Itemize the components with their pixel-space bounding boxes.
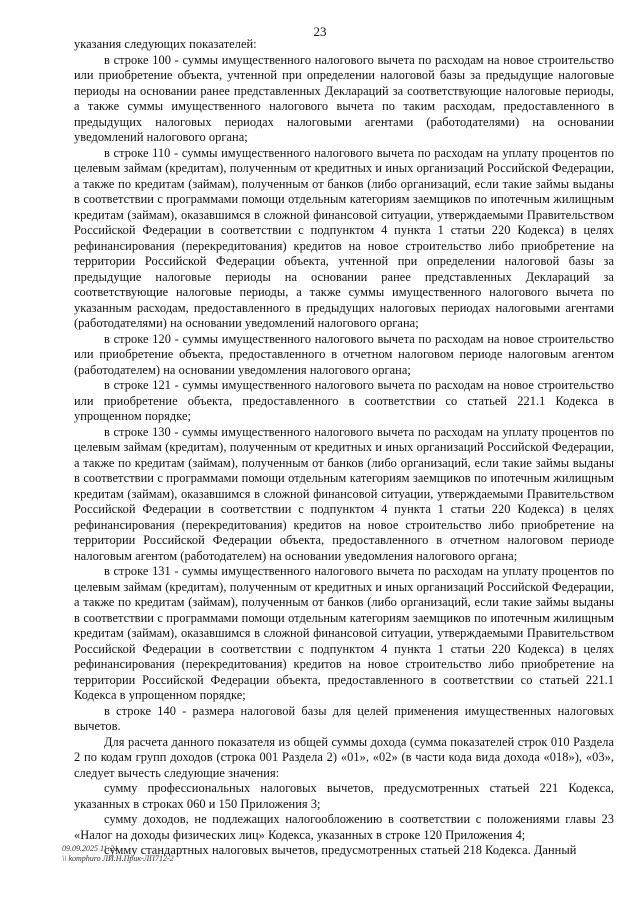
- paragraph-line-131: в строке 131 - суммы имущественного налогового вычета по расходам на уплату процентов по целевым займам (кредитам), полученным от кредитных и иных организаций Российской Федерации, а также по кредитам (займам), полученным от банков (либо организаций, если такие займы выданы в соответствии с программами помощи отдельным категориям заемщиков по ипотечным жилищным кредитам (займам), оказавшимся в сложной финансовой ситуации, утверждаемыми Правительством Российской Федерации в соответствии с подпунктом 4 пункта 1 статьи 220 Кодекса) в целях рефинансирования (перекредитования) кредитов на новое строительство либо приобретение на территории Российской Федерации объекта, предоставленного в соответствии со статьей 221.1 Кодекса в упрощенном порядке;: [74, 564, 614, 702]
- paragraph-line-120: в строке 120 - суммы имущественного налогового вычета по расходам на новое строительство или приобретение объекта, предоставленного в отчетном налоговом периоде налоговым агентом (работодателем) на основании уведомления налогового органа;: [74, 331, 614, 377]
- print-timestamp: 09.09.2025 11:21: [62, 844, 119, 853]
- paragraph-intro: указания следующих показателей:: [74, 37, 257, 51]
- paragraph-professional-deductions: сумму профессиональных налоговых вычетов, предусмотренных статьей 221 Кодекса, указанных в строках 060 и 150 Приложения 3;: [74, 781, 614, 811]
- paragraph-standard-deductions: сумму стандартных налоговых вычетов, предусмотренных статьей 218 Кодекса. Данный: [104, 843, 577, 857]
- paragraph-exempt-income: сумму доходов, не подлежащих налогообложению в соответствии с положениями главы 23 «Налог на доходы физических лиц» Кодекса, указанных в строке 120 Приложения 4;: [74, 812, 614, 842]
- paragraph-calculation: Для расчета данного показателя из общей суммы дохода (сумма показателей строк 010 Раздела 2 по кодам групп доходов (строка 001 Раздела 2) «01», «02» (в части кода вида дохода «018»), «03», следует вычесть следующие значения:: [74, 734, 614, 780]
- paragraph-line-140: в строке 140 - размера налоговой базы для целей применения имущественных налоговых вычетов.: [74, 703, 614, 733]
- paragraph-line-110: в строке 110 - суммы имущественного налогового вычета по расходам на уплату процентов по целевым займам (кредитам), полученным от кредитных и иных организаций Российской Федерации, а также по кредитам (займам), полученным от банков (либо организаций, если такие займы выданы в соответствии с программами помощи отдельным категориям заемщиков по ипотечным жилищным кредитам (займам), оказавшимся в сложной финансовой ситуации, утверждаемыми Правительством Российской Федерации в соответствии с подпунктом 4 пункта 1 статьи 220 Кодекса) в целях рефинансирования (перекредитования) кредитов на новое строительство либо приобретение на территории Российской Федерации объекта, учтенной при определении налоговой базы за предыдущие налоговые периоды на основании ранее представленных Деклараций за соответствующие налоговые периоды, а также суммы имущественного налогового вычета по указанным расходам, предоставленного в предыдущих налоговых периодах налоговыми агентами (работодателями) на основании уведомлений налогового органа;: [74, 145, 614, 330]
- paragraph-line-121: в строке 121 - суммы имущественного налогового вычета по расходам на новое строительство или приобретение объекта, предоставленного в соответствии со статьей 221.1 Кодекса в упрощенном порядке;: [74, 378, 614, 423]
- page-number: 23: [313, 24, 327, 39]
- document-body: [74, 37, 614, 859]
- file-path: \\ komphuro ЛИ.Н.Прик-ЛП712-2: [62, 854, 174, 863]
- print-footer: [62, 844, 174, 864]
- paragraph-line-130: в строке 130 - суммы имущественного налогового вычета по расходам на уплату процентов по целевым займам (кредитам), полученным от кредитных и иных организаций Российской Федерации, а также по кредитам (займам), полученным от банков (либо организаций, если такие займы выданы в соответствии с программами помощи отдельным категориям заемщиков по ипотечным жилищным кредитам (займам), оказавшимся в сложной финансовой ситуации, утверждаемыми Правительством Российской Федерации в соответствии с подпунктом 4 пункта 1 статьи 220 Кодекса) в целях рефинансирования (перекредитования) кредитов на новое строительство либо приобретение на территории Российской Федерации объекта, предоставленного в отчетном налоговом периоде налоговым агентом (работодателем) на основании уведомления налогового органа;: [74, 424, 614, 563]
- paragraph-line-100: в строке 100 - суммы имущественного налогового вычета по расходам на новое строительство или приобретение объекта, учтенной при определении налоговой базы за предыдущие налоговые периоды на основании ранее представленных Деклараций за соответствующие налоговые периоды, а также суммы имущественного налогового вычета по таким расходам, предоставленного в предыдущих налоговых периодах налоговыми агентами (работодателями) на основании уведомлений налогового органа;: [74, 52, 614, 144]
